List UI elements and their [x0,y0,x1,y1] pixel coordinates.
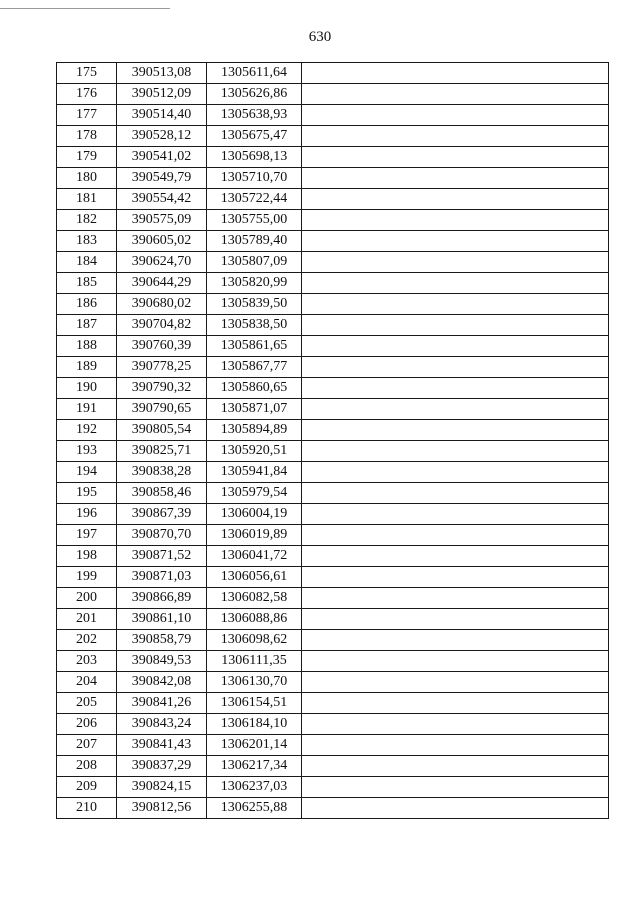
x-coordinate-cell: 390513,08 [117,63,207,84]
table-row [57,168,609,189]
note-cell [302,756,609,777]
x-coordinate-cell: 390841,43 [117,735,207,756]
point-number-cell: 209 [57,777,117,798]
note-cell [302,126,609,147]
x-coordinate-cell: 390870,70 [117,525,207,546]
y-coordinate-cell: 1305722,44 [207,189,302,210]
x-coordinate-cell: 390575,09 [117,210,207,231]
y-coordinate-cell: 1306154,51 [207,693,302,714]
point-number-cell: 176 [57,84,117,105]
x-coordinate-cell: 390843,24 [117,714,207,735]
point-number-cell: 207 [57,735,117,756]
x-coordinate-cell: 390825,71 [117,441,207,462]
table-row [57,504,609,525]
table-row [57,441,609,462]
x-coordinate-cell: 390680,02 [117,294,207,315]
x-coordinate-cell: 390842,08 [117,672,207,693]
table-row [57,105,609,126]
x-coordinate-cell: 390624,70 [117,252,207,273]
point-number-cell: 183 [57,231,117,252]
note-cell [302,735,609,756]
note-cell [302,777,609,798]
y-coordinate-cell: 1305626,86 [207,84,302,105]
table-row [57,525,609,546]
point-number-cell: 185 [57,273,117,294]
point-number-cell: 210 [57,798,117,819]
x-coordinate-cell: 390514,40 [117,105,207,126]
x-coordinate-cell: 390837,29 [117,756,207,777]
table-row [57,672,609,693]
y-coordinate-cell: 1305820,99 [207,273,302,294]
x-coordinate-cell: 390841,26 [117,693,207,714]
point-number-cell: 202 [57,630,117,651]
x-coordinate-cell: 390512,09 [117,84,207,105]
point-number-cell: 190 [57,378,117,399]
point-number-cell: 192 [57,420,117,441]
note-cell [302,399,609,420]
note-cell [302,63,609,84]
y-coordinate-cell: 1305755,00 [207,210,302,231]
table-row [57,420,609,441]
table-row [57,126,609,147]
note-cell [302,609,609,630]
note-cell [302,294,609,315]
x-coordinate-cell: 390812,56 [117,798,207,819]
point-number-cell: 175 [57,63,117,84]
table-row [57,210,609,231]
point-number-cell: 195 [57,483,117,504]
y-coordinate-cell: 1305611,64 [207,63,302,84]
table-row [57,84,609,105]
x-coordinate-cell: 390824,15 [117,777,207,798]
note-cell [302,147,609,168]
x-coordinate-cell: 390858,79 [117,630,207,651]
note-cell [302,189,609,210]
x-coordinate-cell: 390778,25 [117,357,207,378]
table-row [57,777,609,798]
table-row [57,231,609,252]
table-row [57,609,609,630]
note-cell [302,231,609,252]
note-cell [302,630,609,651]
note-cell [302,672,609,693]
note-cell [302,420,609,441]
note-cell [302,693,609,714]
y-coordinate-cell: 1306082,58 [207,588,302,609]
point-number-cell: 197 [57,525,117,546]
y-coordinate-cell: 1305860,65 [207,378,302,399]
point-number-cell: 204 [57,672,117,693]
point-number-cell: 181 [57,189,117,210]
y-coordinate-cell: 1305638,93 [207,105,302,126]
y-coordinate-cell: 1306004,19 [207,504,302,525]
point-number-cell: 187 [57,315,117,336]
x-coordinate-cell: 390866,89 [117,588,207,609]
note-cell [302,105,609,126]
x-coordinate-cell: 390541,02 [117,147,207,168]
x-coordinate-cell: 390644,29 [117,273,207,294]
note-cell [302,798,609,819]
point-number-cell: 194 [57,462,117,483]
x-coordinate-cell: 390871,52 [117,546,207,567]
y-coordinate-cell: 1305871,07 [207,399,302,420]
table-row [57,294,609,315]
point-number-cell: 193 [57,441,117,462]
y-coordinate-cell: 1306237,03 [207,777,302,798]
note-cell [302,336,609,357]
note-cell [302,252,609,273]
point-number-cell: 184 [57,252,117,273]
table-row [57,378,609,399]
point-number-cell: 189 [57,357,117,378]
table-row [57,714,609,735]
y-coordinate-cell: 1305807,09 [207,252,302,273]
note-cell [302,273,609,294]
point-number-cell: 182 [57,210,117,231]
x-coordinate-cell: 390861,10 [117,609,207,630]
point-number-cell: 205 [57,693,117,714]
note-cell [302,315,609,336]
y-coordinate-cell: 1306088,86 [207,609,302,630]
page-number: 630 [308,29,332,45]
note-cell [302,525,609,546]
y-coordinate-cell: 1305867,77 [207,357,302,378]
table-row [57,63,609,84]
table-row [57,273,609,294]
note-cell [302,546,609,567]
table-row [57,189,609,210]
table-row [57,147,609,168]
x-coordinate-cell: 390849,53 [117,651,207,672]
note-cell [302,504,609,525]
table-row [57,588,609,609]
x-coordinate-cell: 390867,39 [117,504,207,525]
point-number-cell: 180 [57,168,117,189]
x-coordinate-cell: 390805,54 [117,420,207,441]
y-coordinate-cell: 1306041,72 [207,546,302,567]
x-coordinate-cell: 390760,39 [117,336,207,357]
y-coordinate-cell: 1306056,61 [207,567,302,588]
x-coordinate-cell: 390605,02 [117,231,207,252]
point-number-cell: 179 [57,147,117,168]
x-coordinate-cell: 390554,42 [117,189,207,210]
table-row [57,483,609,504]
y-coordinate-cell: 1306217,34 [207,756,302,777]
point-number-cell: 200 [57,588,117,609]
y-coordinate-cell: 1305920,51 [207,441,302,462]
x-coordinate-cell: 390549,79 [117,168,207,189]
x-coordinate-cell: 390838,28 [117,462,207,483]
table-row [57,336,609,357]
point-number-cell: 208 [57,756,117,777]
x-coordinate-cell: 390528,12 [117,126,207,147]
coordinates-table [56,62,609,819]
table-row [57,252,609,273]
point-number-cell: 178 [57,126,117,147]
y-coordinate-cell: 1305789,40 [207,231,302,252]
point-number-cell: 196 [57,504,117,525]
note-cell [302,462,609,483]
point-number-cell: 206 [57,714,117,735]
table-row [57,756,609,777]
y-coordinate-cell: 1306130,70 [207,672,302,693]
note-cell [302,588,609,609]
note-cell [302,714,609,735]
table-row [57,567,609,588]
note-cell [302,168,609,189]
point-number-cell: 177 [57,105,117,126]
coordinates-table-body [57,63,609,819]
point-number-cell: 201 [57,609,117,630]
y-coordinate-cell: 1306201,14 [207,735,302,756]
table-row [57,315,609,336]
point-number-cell: 203 [57,651,117,672]
point-number-cell: 188 [57,336,117,357]
note-cell [302,357,609,378]
x-coordinate-cell: 390790,32 [117,378,207,399]
note-cell [302,210,609,231]
y-coordinate-cell: 1305838,50 [207,315,302,336]
point-number-cell: 186 [57,294,117,315]
y-coordinate-cell: 1305698,13 [207,147,302,168]
note-cell [302,651,609,672]
x-coordinate-cell: 390790,65 [117,399,207,420]
y-coordinate-cell: 1306111,35 [207,651,302,672]
y-coordinate-cell: 1305839,50 [207,294,302,315]
x-coordinate-cell: 390858,46 [117,483,207,504]
y-coordinate-cell: 1306255,88 [207,798,302,819]
table-row [57,651,609,672]
point-number-cell: 199 [57,567,117,588]
note-cell [302,483,609,504]
y-coordinate-cell: 1305941,84 [207,462,302,483]
y-coordinate-cell: 1306184,10 [207,714,302,735]
table-row [57,546,609,567]
note-cell [302,378,609,399]
y-coordinate-cell: 1305861,65 [207,336,302,357]
y-coordinate-cell: 1306098,62 [207,630,302,651]
note-cell [302,567,609,588]
point-number-cell: 191 [57,399,117,420]
y-coordinate-cell: 1305979,54 [207,483,302,504]
y-coordinate-cell: 1305675,47 [207,126,302,147]
y-coordinate-cell: 1306019,89 [207,525,302,546]
table-row [57,693,609,714]
table-row [57,735,609,756]
note-cell [302,84,609,105]
table-row [57,357,609,378]
x-coordinate-cell: 390704,82 [117,315,207,336]
table-row [57,630,609,651]
table-row [57,462,609,483]
y-coordinate-cell: 1305710,70 [207,168,302,189]
x-coordinate-cell: 390871,03 [117,567,207,588]
table-row [57,798,609,819]
table-row [57,399,609,420]
y-coordinate-cell: 1305894,89 [207,420,302,441]
top-rule [0,8,170,9]
point-number-cell: 198 [57,546,117,567]
note-cell [302,441,609,462]
